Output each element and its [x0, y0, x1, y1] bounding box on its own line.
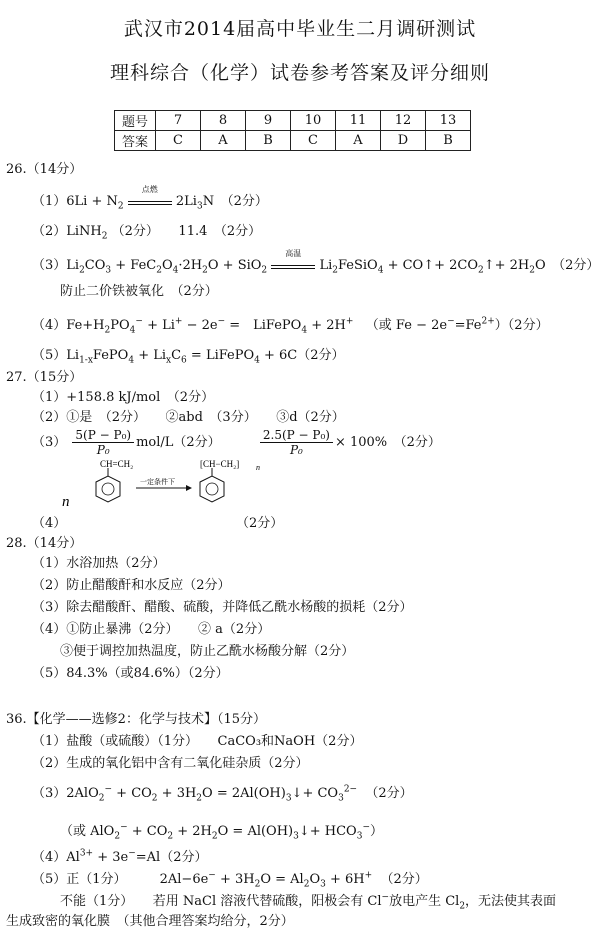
q28-part1: （1）水浴加热（2分） — [32, 556, 166, 571]
reactant-group-label: CH=CH₂ — [100, 460, 134, 469]
reaction-coefficient: n — [62, 494, 70, 510]
q36-part3-alt: （或 $AlO_2^- + CO_2 + 2H_2O$ = $Al(OH)_3↓+ HCO_3^-$） — [60, 822, 384, 842]
table-cell: 8 — [201, 111, 246, 131]
table-cell: 13 — [426, 111, 471, 131]
table-cell: A — [336, 131, 381, 151]
document-title: 武汉市2014届高中毕业生二月调研测试 — [123, 18, 477, 40]
table-cell: 9 — [246, 111, 291, 131]
q26-part5: $(5)Li_{1-x}FePO_4 + Li_xC_6$ = LiFePO$_4$ + 6C（2分） — [32, 348, 345, 366]
q27-part1: （1）+158.8 kJ/mol （2分） — [32, 390, 215, 405]
fraction: $\frac{\text{5(P − P₀)}}{\text{P₀}}$ — [72, 428, 134, 457]
reaction-condition-label: 一定条件下 — [140, 478, 175, 486]
polymerization-reaction-diagram — [60, 460, 300, 520]
question-26-header: 26.（14分） — [6, 162, 83, 177]
benzene-ring-icon — [200, 476, 224, 502]
q27-part4-label: （4） — [32, 516, 67, 531]
table-cell: A — [201, 131, 246, 151]
question-28-header: 28.（14分） — [6, 536, 83, 551]
q36-part5-note-cont: 生成致密的氧化膜 （其他合理答案均给分，2分） — [6, 914, 294, 929]
q26-part1: $(1)6Li + N_2$ 点燃 $2Li_3N$ （2分） — [32, 185, 268, 212]
product-group-label: [CH−CH₂] — [200, 460, 240, 469]
answer-table — [114, 110, 471, 151]
q28-part4: （4）①防止暴沸（2分） ② a（2分） — [32, 622, 271, 637]
question-27-header: 27.（15分） — [6, 370, 83, 385]
table-header-cell: 答案 — [115, 131, 156, 151]
table-cell: 10 — [291, 111, 336, 131]
benzene-ring-icon — [96, 476, 120, 502]
table-header-cell: 题号 — [115, 111, 156, 131]
q27-part4-score: （2分） — [236, 516, 284, 531]
document-subtitle: 理科综合（化学）试卷参考答案及评分细则 — [109, 62, 490, 84]
q36-part3: $(3)2AlO_2^- + CO_2 + 3H_2O$ = $2Al(OH)_3↓+ CO_3^{2-}$ （2分） — [32, 784, 413, 804]
table-cell: B — [246, 131, 291, 151]
q27-part3: （3） $\frac{\text{5(P − P₀)}}{\text{P₀}}$ mol/L（2分） $\frac{\text{2.5(P − P₀)}}{\text{P₀}}$ × 100% （2分） — [32, 428, 441, 457]
reaction-condition-arrow: 点燃 — [128, 195, 172, 205]
table-cell: 11 — [336, 111, 381, 131]
table-cell: C — [291, 131, 336, 151]
fraction: $\frac{\text{2.5(P − P₀)}}{\text{P₀}}$ — [260, 428, 333, 457]
q28-part4-note: ③便于调控加热温度，防止乙酰水杨酸分解（2分） — [60, 644, 355, 659]
q28-part2: （2）防止醋酸酐和水反应（2分） — [32, 578, 231, 593]
q26-part3: $(3)Li_2CO_3 + FeC_2O_4\cdot 2H_2O + SiO_2$ 高温 $Li_2FeSiO_4$ + CO↑+ $2CO_2↑+ 2H_2O$ （2分） — [32, 249, 600, 276]
question-36-header: 36.【化学——选修2：化学与技术】（15分） — [6, 712, 266, 727]
table-row — [115, 131, 471, 151]
q26-part3-note: 防止二价铁被氧化 （2分） — [60, 284, 218, 299]
table-cell: D — [381, 131, 426, 151]
table-cell: 12 — [381, 111, 426, 131]
q26-part4: $(4)Fe+H_2PO_4^- + Li^+ - 2e^-$ = LiFePO$_4$ + 2H+ （或 $Fe - 2e^-=Fe^{2+})(2$分） — [32, 316, 549, 336]
table-cell: C — [156, 131, 201, 151]
polymer-degree-label: n — [256, 463, 260, 472]
q36-part5-note: 不能（1分） 若用 NaCl 溶液代替硫酸，阳极会有 Cl−放电产生 $Cl_2$，无法使其表面 — [60, 892, 557, 912]
table-row — [115, 111, 471, 131]
q27-part2: （2）①是 （2分） ②abd （3分） ③d（2分） — [32, 410, 345, 425]
q26-part2: （2）LiNH$_2$ （2分） 11.4 （2分） — [32, 224, 262, 242]
q28-part3: （3）除去醋酸酐、醋酸、硫酸，并降低乙酰水杨酸的损耗（2分） — [32, 600, 413, 615]
q36-part1: （1）盐酸（或硫酸）（1分） CaCO₃和NaOH（2分） — [32, 734, 363, 749]
reaction-condition-arrow: 高温 — [271, 259, 315, 269]
q36-part4: $(4)Al^{3+} + 3e^-=Al(2$分） — [32, 848, 208, 865]
q36-part2: （2）生成的氧化铝中含有二氧化硅杂质（2分） — [32, 756, 309, 771]
q28-part5: （5）84.3%（或84.6%）（2分） — [32, 666, 229, 681]
q36-part5: （5）正（1分） $2Al-6e^- + 3H_2O = Al_2O_3 + 6H^+$ （2分） — [32, 870, 428, 890]
table-cell: B — [426, 131, 471, 151]
table-cell: 7 — [156, 111, 201, 131]
